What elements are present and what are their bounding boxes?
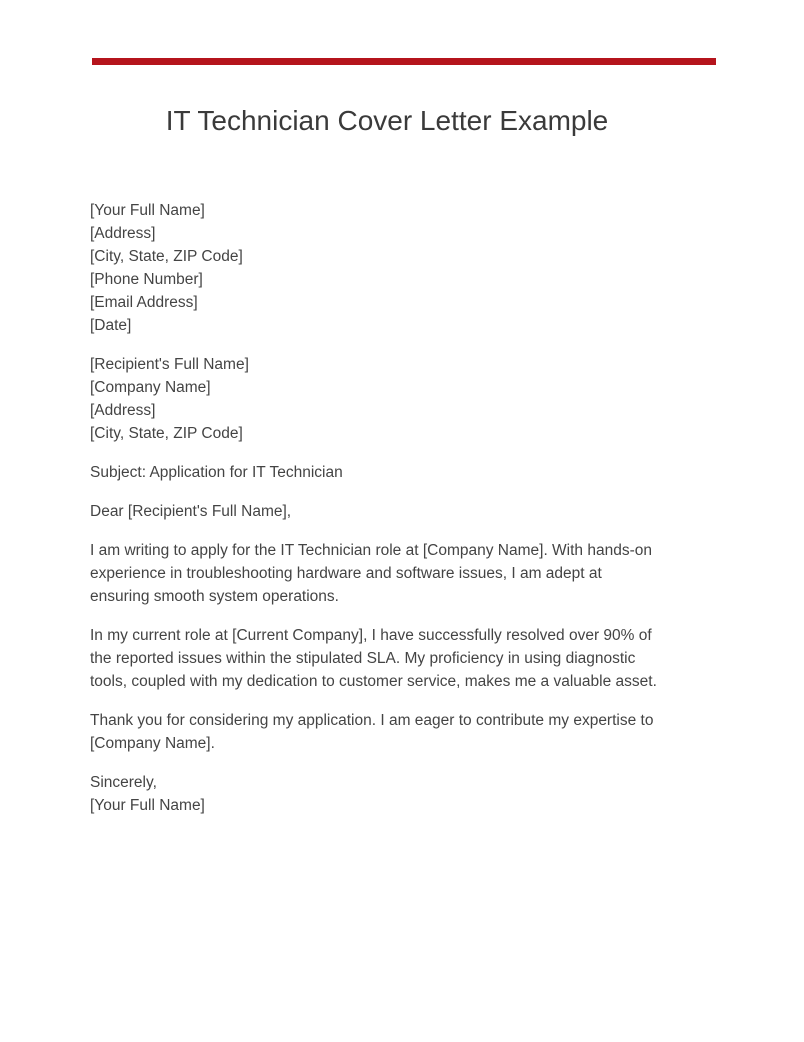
- paragraph-line: [Company Name].: [90, 735, 215, 752]
- body-paragraph-experience: [90, 624, 690, 693]
- paragraph-line: ensuring smooth system operations.: [90, 588, 339, 605]
- recipient-city-state-zip: [City, State, ZIP Code]: [90, 425, 243, 442]
- sender-address: [Address]: [90, 225, 156, 242]
- paragraph-line: tools, coupled with my dedication to customer service, makes me a valuable asset.: [90, 673, 657, 690]
- salutation: [90, 500, 690, 523]
- sender-city-state-zip: [City, State, ZIP Code]: [90, 248, 243, 265]
- sign-off: Sincerely,: [90, 774, 157, 791]
- recipient-address: [Address]: [90, 402, 156, 419]
- body-paragraph-closing: [90, 709, 690, 755]
- recipient-address-block: [90, 353, 690, 445]
- sender-name: [Your Full Name]: [90, 202, 205, 219]
- paragraph-line: experience in troubleshooting hardware and software issues, I am adept at: [90, 565, 602, 582]
- signature-name: [Your Full Name]: [90, 797, 205, 814]
- recipient-name: [Recipient's Full Name]: [90, 356, 249, 373]
- sender-address-block: [90, 199, 690, 337]
- paragraph-line: the reported issues within the stipulated SLA. My proficiency in using diagnostic: [90, 650, 636, 667]
- subject-line: [90, 461, 690, 484]
- recipient-company: [Company Name]: [90, 379, 211, 396]
- body-paragraph-intro: [90, 539, 690, 608]
- sender-email: [Email Address]: [90, 294, 198, 311]
- sender-phone: [Phone Number]: [90, 271, 203, 288]
- letter-date: [Date]: [90, 317, 132, 334]
- header-accent-rule: [92, 58, 716, 65]
- signature-block: [90, 771, 690, 817]
- paragraph-line: I am writing to apply for the IT Technician role at [Company Name]. With hands-on: [90, 542, 652, 559]
- document-title: IT Technician Cover Letter Example: [165, 105, 609, 136]
- paragraph-line: Thank you for considering my application. I am eager to contribute my expertise to: [90, 712, 654, 729]
- cover-letter: [90, 199, 690, 833]
- salutation-text: Dear [Recipient's Full Name],: [90, 503, 292, 520]
- paragraph-line: In my current role at [Current Company], I have successfully resolved over 90% of: [90, 627, 652, 644]
- subject-text: Subject: Application for IT Technician: [90, 464, 343, 481]
